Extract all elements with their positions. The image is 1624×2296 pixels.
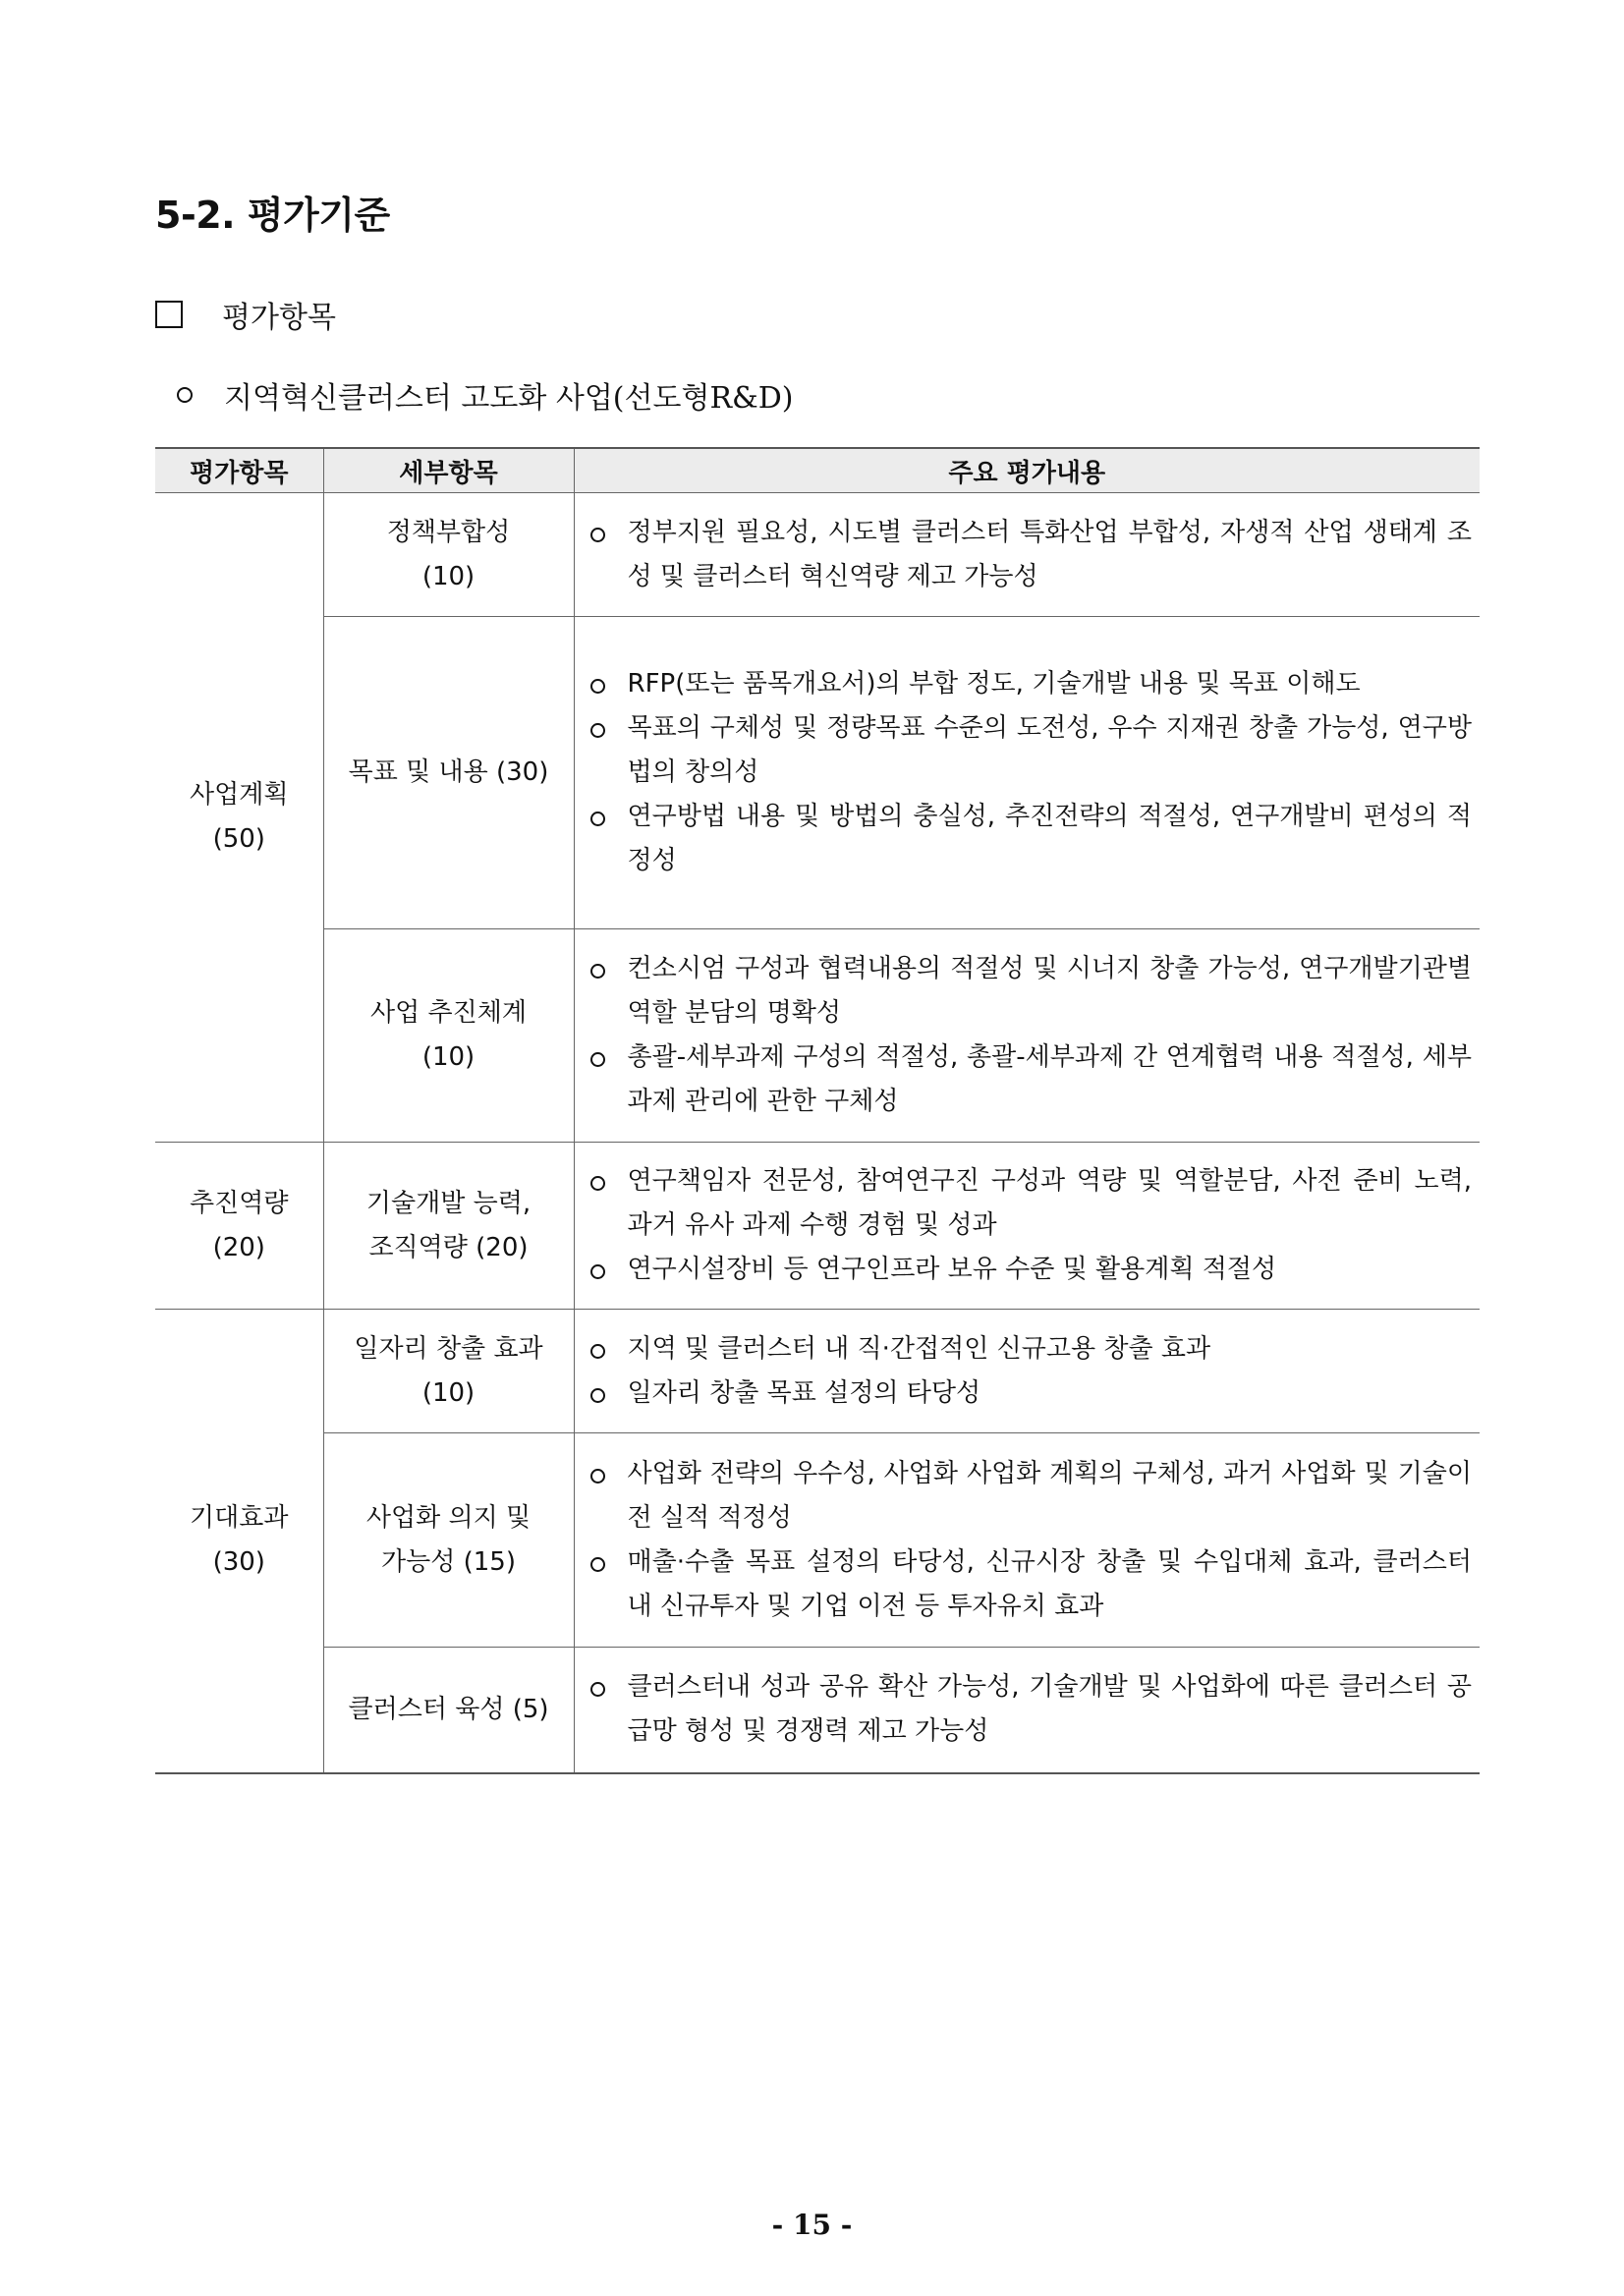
category-name: 사업계획 bbox=[190, 780, 289, 810]
table-row bbox=[155, 617, 1480, 929]
content-item: 정부지원 필요성, 시도별 클러스터 특화산업 부합성, 자생적 산업 생태계 조성 및 클러스터 혁신역량 제고 가능성 bbox=[587, 511, 1473, 599]
subitem-cell bbox=[323, 493, 574, 617]
subsection-title-row bbox=[177, 373, 794, 417]
content-item: 클러스터내 성과 공유 확산 가능성, 기술개발 및 사업화에 따른 클러스터 공급망 형성 및 경쟁력 제고 가능성 bbox=[587, 1665, 1473, 1754]
subitem-cell bbox=[323, 1648, 574, 1773]
content-cell bbox=[574, 1143, 1480, 1310]
content-item: 연구방법 내용 및 방법의 충실성, 추진전략의 적절성, 연구개발비 편성의 적정성 bbox=[587, 795, 1473, 883]
section-heading: 5-2. 평가기준 bbox=[155, 194, 390, 237]
subitem-line: 사업 추진체계 bbox=[370, 998, 527, 1028]
subitem-line: 일자리 창출 효과 bbox=[354, 1333, 543, 1364]
category-cell bbox=[155, 1143, 323, 1310]
subitem-line: 클러스터 육성 (5) bbox=[348, 1694, 549, 1724]
table-row bbox=[155, 1648, 1480, 1773]
subitem-line: 조직역량 (20) bbox=[368, 1232, 529, 1262]
header-subitem: 세부항목 bbox=[323, 448, 574, 493]
subitem-line: 사업화 의지 및 bbox=[365, 1502, 532, 1533]
subitem-line: (10) bbox=[421, 1377, 476, 1408]
subitem-line: 기술개발 능력, bbox=[365, 1188, 532, 1218]
subitem-line: 목표 및 내용 (30) bbox=[348, 757, 549, 787]
table-row bbox=[155, 929, 1480, 1143]
subitem-line: (10) bbox=[421, 1042, 476, 1072]
section-title: 평가항목 bbox=[222, 301, 336, 335]
category-cell bbox=[155, 493, 323, 1143]
table-row bbox=[155, 1310, 1480, 1433]
category-cell bbox=[155, 1310, 323, 1773]
circle-bullet-icon bbox=[177, 387, 193, 403]
content-item: 지역 및 클러스터 내 직·간접적인 신규고용 창출 효과 bbox=[587, 1327, 1473, 1372]
square-bullet-icon bbox=[155, 301, 183, 328]
content-item: 일자리 창출 목표 설정의 타당성 bbox=[587, 1372, 1473, 1416]
header-content: 주요 평가내용 bbox=[574, 448, 1480, 493]
content-item: 목표의 구체성 및 정량목표 수준의 도전성, 우수 지재권 창출 가능성, 연구방법의 창의성 bbox=[587, 706, 1473, 795]
category-name: 추진역량 bbox=[190, 1188, 289, 1218]
content-item: 사업화 전략의 우수성, 사업화 사업화 계획의 구체성, 과거 사업화 및 기술이전 실적 적정성 bbox=[587, 1452, 1473, 1540]
category-score: (20) bbox=[212, 1232, 265, 1262]
category-score: (50) bbox=[212, 824, 265, 854]
content-item: 연구시설장비 등 연구인프라 보유 수준 및 활용계획 적절성 bbox=[587, 1248, 1473, 1292]
content-cell bbox=[574, 1433, 1480, 1648]
content-cell bbox=[574, 493, 1480, 617]
page-number: - 15 - bbox=[771, 2209, 853, 2241]
content-cell bbox=[574, 617, 1480, 929]
content-cell bbox=[574, 1310, 1480, 1433]
evaluation-criteria-table bbox=[155, 447, 1480, 1774]
table-row bbox=[155, 493, 1480, 617]
subitem-cell bbox=[323, 1433, 574, 1648]
subitem-line: 정책부합성 bbox=[386, 517, 511, 547]
content-cell bbox=[574, 929, 1480, 1143]
category-score: (30) bbox=[212, 1547, 265, 1578]
subitem-cell bbox=[323, 1143, 574, 1310]
table-row bbox=[155, 1433, 1480, 1648]
subitem-line: 가능성 (15) bbox=[381, 1546, 516, 1577]
content-cell bbox=[574, 1648, 1480, 1773]
subitem-cell bbox=[323, 929, 574, 1143]
subitem-cell bbox=[323, 1310, 574, 1433]
category-name: 기대효과 bbox=[190, 1503, 289, 1534]
content-item: 연구책임자 전문성, 참여연구진 구성과 역량 및 역할분담, 사전 준비 노력, 과거 유사 과제 수행 경험 및 성과 bbox=[587, 1159, 1473, 1248]
subitem-line: (10) bbox=[421, 561, 476, 591]
content-item: RFP(또는 품목개요서)의 부합 정도, 기술개발 내용 및 목표 이해도 bbox=[587, 662, 1473, 706]
content-item: 컨소시엄 구성과 협력내용의 적절성 및 시너지 창출 가능성, 연구개발기관별 역할 분담의 명확성 bbox=[587, 947, 1473, 1036]
table-row bbox=[155, 1143, 1480, 1310]
subsection-title: 지역혁신클러스터 고도화 사업(선도형R&D) bbox=[224, 381, 794, 416]
content-item: 총괄-세부과제 구성의 적절성, 총괄-세부과제 간 연계협력 내용 적절성, 세부과제 관리에 관한 구체성 bbox=[587, 1036, 1473, 1124]
section-title-row bbox=[155, 293, 336, 336]
table-header-row bbox=[155, 448, 1480, 493]
content-item: 매출·수출 목표 설정의 타당성, 신규시장 창출 및 수입대체 효과, 클러스터 내 신규투자 및 기업 이전 등 투자유치 효과 bbox=[587, 1540, 1473, 1629]
subitem-cell bbox=[323, 617, 574, 929]
header-category: 평가항목 bbox=[155, 448, 323, 493]
